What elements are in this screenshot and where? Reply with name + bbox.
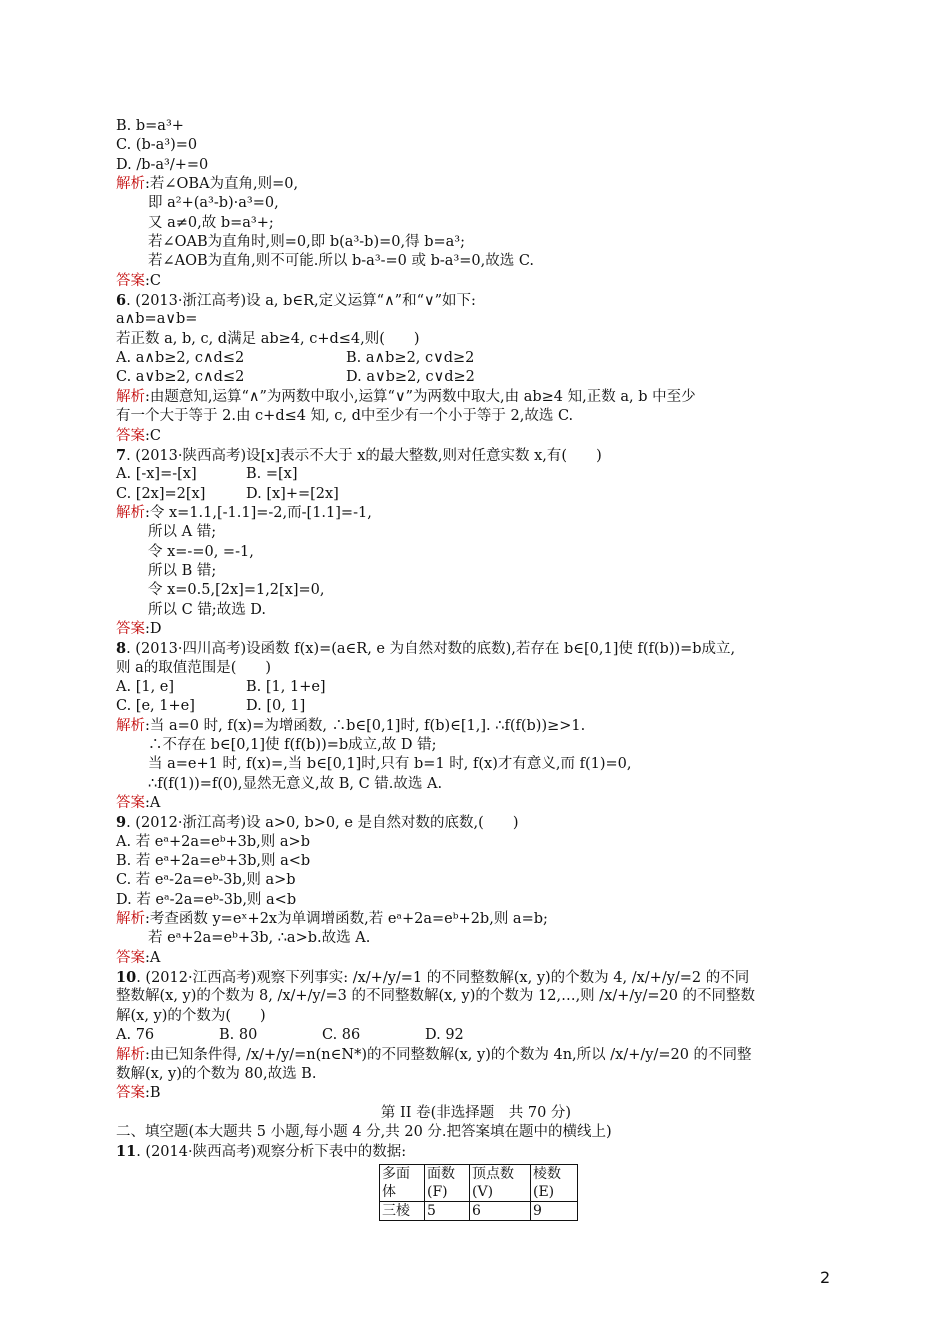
solution-line <box>116 252 836 271</box>
answer-value: :C <box>145 272 161 289</box>
answer-label: 答案 <box>116 1085 145 1102</box>
line-text: ∴f(f(1))=f(0),显然无意义,故 B, C 错.故选 A. <box>148 775 443 792</box>
text-line <box>116 136 836 155</box>
line-text: 所以 C 错;故选 D. <box>148 601 267 618</box>
line-text: :当 a=0 时, f(x)=为增函数, ∴b∈[0,1]时, f(b)∈[1,]. ∴f(f(b))≥>1. <box>145 717 586 734</box>
solution-line <box>116 775 836 794</box>
line-text: :考查函数 y=eˣ+2x为单调增函数,若 eᵃ+2a=eᵇ+2b,则 a=b; <box>145 911 548 928</box>
text-line <box>116 891 836 910</box>
line-text: C. (b-a³)=0 <box>116 137 198 154</box>
question-text: . (2013·四川高考)设函数 f(x)=(a∈R, e 为自然对数的底数),若存在 b∈[0,1]使 f(f(b))=b成立, <box>126 641 736 658</box>
solution-line <box>116 543 836 562</box>
table-cell: 9 <box>531 1201 578 1220</box>
line-text: 有一个大于等于 2.由 c+d≤4 知, c, d中至少有一个小于等于 2,故选 C. <box>116 408 574 425</box>
solution-line <box>116 1046 836 1065</box>
solution-line <box>116 523 836 542</box>
question-line <box>116 813 836 832</box>
option-row <box>116 678 836 697</box>
solution-label: 解析 <box>116 388 145 405</box>
solution-line <box>116 910 836 929</box>
answer-line <box>116 949 836 968</box>
option: C. a∨b≥2, c∧d≤2 <box>116 369 245 386</box>
question-line <box>116 968 836 987</box>
line-text: :令 x=1.1,[-1.1]=-2,而-[1.1]=-1, <box>145 504 372 521</box>
text-line <box>116 407 836 426</box>
solution-line <box>116 214 836 233</box>
table-header-cell: 多面体 <box>380 1164 425 1201</box>
line-text: 所以 A 错; <box>148 524 217 541</box>
option: C. 86 <box>322 1027 361 1044</box>
answer-value: :B <box>145 1085 161 1102</box>
question-line <box>116 639 836 658</box>
solution-line <box>116 562 836 581</box>
text-line <box>116 330 836 349</box>
answer-value: :A <box>145 795 161 812</box>
option: C. [2x]=2[x] <box>116 485 206 502</box>
option-row <box>116 465 836 484</box>
text-line <box>116 833 836 852</box>
line-text: ∴不存在 b∈[0,1]使 f(f(b))=b成立,故 D 错; <box>148 737 437 753</box>
option: A. a∧b≥2, c∧d≤2 <box>116 350 245 367</box>
line-text: 令 x=0.5,[2x]=1,2[x]=0, <box>148 582 325 599</box>
table-cell: 三棱 <box>380 1201 425 1220</box>
table-cell: 6 <box>470 1201 531 1220</box>
question-text: . (2012·江西高考)观察下列事实: /x/+/y/=1 的不同整数解(x, y)的个数为 4, /x/+/y/=2 的不同 <box>136 970 750 987</box>
line-text: :若∠OBA为直角,则=0, <box>145 176 299 193</box>
answer-label: 答案 <box>116 795 145 812</box>
answer-line <box>116 620 836 639</box>
solution-line <box>116 929 836 948</box>
option: B. =[x] <box>246 466 298 483</box>
line-text: 若∠AOB为直角,则不可能.所以 b-a³-=0 或 b-a³=0,故选 C. <box>148 253 535 270</box>
question-line <box>116 446 836 465</box>
answer-value: :C <box>145 427 161 444</box>
solution-line <box>116 755 836 774</box>
option-row <box>116 349 836 368</box>
solution-label: 解析 <box>116 176 145 193</box>
option: C. [e, 1+e] <box>116 698 195 715</box>
page-number: 2 <box>820 1268 831 1287</box>
line-text: C. 若 eᵃ-2a=eᵇ-3b,则 a>b <box>116 872 296 889</box>
option-row <box>116 485 836 504</box>
text-line <box>116 1007 836 1026</box>
text-line <box>116 871 836 890</box>
line-text: 当 a=e+1 时, f(x)=,当 b∈[0,1]时,只有 b=1 时, f(x)才有意义,而 f(1)=0, <box>148 756 632 773</box>
question-text: . (2013·陕西高考)设[x]表示不大于 x的最大整数,则对任意实数 x,有( ) <box>126 447 602 464</box>
line-text: 则 a的取值范围是( ) <box>116 659 272 676</box>
line-text: 若正数 a, b, c, d满足 ab≥4, c+d≤4,则( ) <box>116 330 420 347</box>
line-text: B. 若 eᵃ+2a=eᵇ+3b,则 a<b <box>116 853 311 870</box>
question-text: . (2014·陕西高考)观察分析下表中的数据: <box>136 1144 407 1161</box>
answer-label: 答案 <box>116 620 145 637</box>
text-line <box>116 987 836 1006</box>
question-line <box>116 1142 836 1161</box>
question-text: . (2012·浙江高考)设 a>0, b>0, e 是自然对数的底数,( ) <box>126 815 519 832</box>
table-header-cell: 棱数(E) <box>531 1164 578 1201</box>
text-line <box>116 1123 836 1142</box>
text-line <box>116 117 836 136</box>
heading-text: 第 II 卷(非选择题 共 70 分) <box>380 1104 572 1121</box>
line-text: 整数解(x, y)的个数为 8, /x/+/y/=3 的不同整数解(x, y)的个数为 12,…,则 /x/+/y/=20 的不同整数 <box>116 988 756 1005</box>
text-line <box>116 852 836 871</box>
text-line <box>116 659 836 678</box>
question-number: 10 <box>116 969 137 987</box>
question-number: 11 <box>116 1143 137 1161</box>
answer-label: 答案 <box>116 272 145 289</box>
option: A. [1, e] <box>116 678 175 695</box>
option-row <box>116 1026 836 1045</box>
option-row <box>116 368 836 387</box>
solution-line <box>116 581 836 600</box>
answer-line <box>116 427 836 446</box>
solution-line <box>116 194 836 213</box>
solution-line <box>116 504 836 523</box>
solution-line <box>116 601 836 620</box>
line-text: a∧b=a∨b= <box>116 311 198 328</box>
line-text: A. 若 eᵃ+2a=eᵇ+3b,则 a>b <box>116 833 310 850</box>
line-text: 即 a²+(a³-b)·a³=0, <box>148 195 279 212</box>
section-heading <box>116 1104 836 1123</box>
solution-line <box>116 717 836 736</box>
document-body <box>116 117 836 1221</box>
line-text: :由题意知,运算“∧”为两数中取小,运算“∨”为两数中取大,由 ab≥4 知,正数 a, b 中至少 <box>145 388 696 405</box>
text-line <box>116 1065 836 1084</box>
question-number: 9 <box>116 814 127 832</box>
solution-label: 解析 <box>116 717 145 734</box>
solution-label: 解析 <box>116 504 145 521</box>
text-line <box>116 156 836 175</box>
option: B. a∧b≥2, c∨d≥2 <box>346 350 475 367</box>
data-table <box>379 1164 578 1221</box>
table-row <box>380 1201 578 1220</box>
question-text: . (2013·浙江高考)设 a, b∈R,定义运算“∧”和“∨”如下: <box>126 293 476 310</box>
option: D. [0, 1] <box>246 698 306 715</box>
line-text: D. /b-a³/+=0 <box>116 156 209 173</box>
line-text: 若 eᵃ+2a=eᵇ+3b, ∴a>b.故选 A. <box>148 930 371 947</box>
option: D. [x]+=[2x] <box>246 485 339 502</box>
line-text: 数解(x, y)的个数为 80,故选 B. <box>116 1065 317 1082</box>
text-line <box>116 310 836 329</box>
option: D. 92 <box>425 1027 464 1044</box>
option: D. a∨b≥2, c∨d≥2 <box>346 369 475 386</box>
answer-value: :A <box>145 949 161 966</box>
solution-label: 解析 <box>116 1046 145 1063</box>
solution-label: 解析 <box>116 911 145 928</box>
table-header-cell: 面数(F) <box>425 1164 470 1201</box>
line-text: D. 若 eᵃ-2a=eᵇ-3b,则 a<b <box>116 891 297 908</box>
solution-line <box>116 388 836 407</box>
solution-line <box>116 175 836 194</box>
line-text: 所以 B 错; <box>148 562 217 579</box>
line-text: :由已知条件得, /x/+/y/=n(n∈N*)的不同整数解(x, y)的个数为 4n,所以 /x/+/y/=20 的不同整 <box>145 1046 752 1063</box>
table-cell: 5 <box>425 1201 470 1220</box>
table-header-row <box>380 1164 578 1201</box>
question-number: 7 <box>116 446 127 464</box>
line-text: B. b=a³+ <box>116 118 184 134</box>
question-number: 6 <box>116 292 127 310</box>
solution-line <box>116 736 836 755</box>
table-header-cell: 顶点数(V) <box>470 1164 531 1201</box>
option: A. [-x]=-[x] <box>116 466 197 483</box>
option-row <box>116 697 836 716</box>
line-text: 令 x=-=0, =-1, <box>148 543 254 560</box>
answer-line <box>116 272 836 291</box>
answer-label: 答案 <box>116 949 145 966</box>
line-text: 又 a≠0,故 b=a³+; <box>148 214 274 231</box>
answer-line <box>116 794 836 813</box>
answer-label: 答案 <box>116 427 145 444</box>
option: B. 80 <box>219 1027 258 1044</box>
solution-line <box>116 233 836 252</box>
answer-value: :D <box>145 620 162 637</box>
option: A. 76 <box>116 1027 155 1044</box>
question-number: 8 <box>116 640 127 658</box>
line-text: 解(x, y)的个数为( ) <box>116 1007 266 1024</box>
line-text: 若∠OAB为直角时,则=0,即 b(a³-b)=0,得 b=a³; <box>148 234 465 251</box>
question-line <box>116 291 836 310</box>
line-text: 二、填空题(本大题共 5 小题,每小题 4 分,共 20 分.把答案填在题中的横线上) <box>116 1123 612 1140</box>
option: B. [1, 1+e] <box>246 678 326 695</box>
answer-line <box>116 1084 836 1103</box>
